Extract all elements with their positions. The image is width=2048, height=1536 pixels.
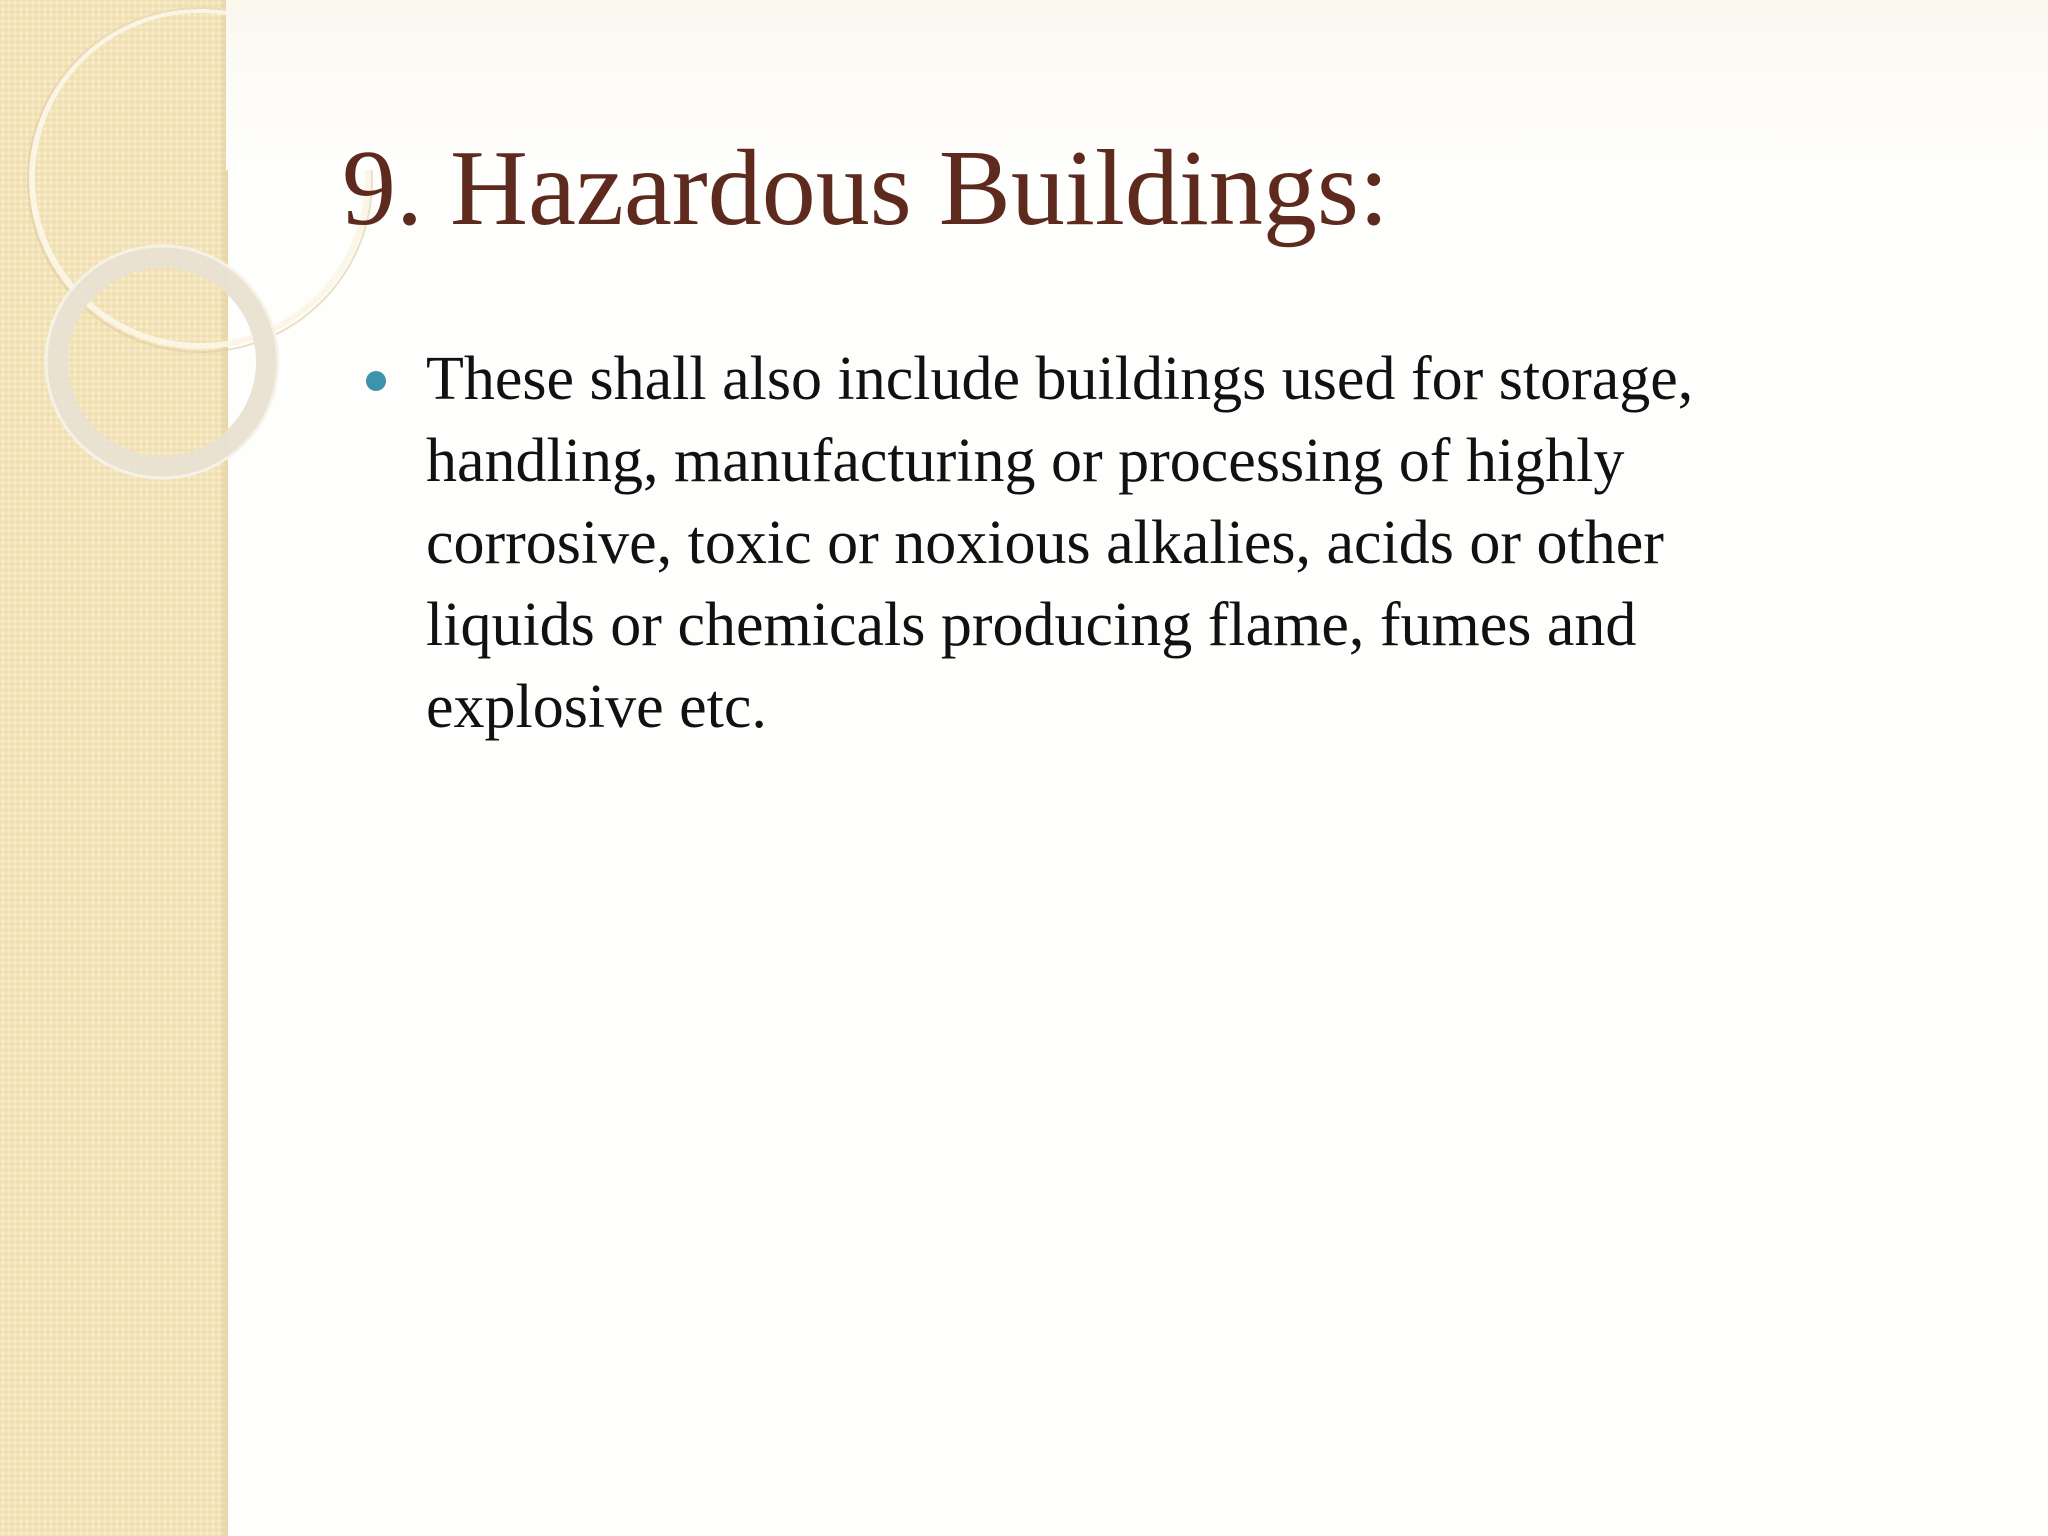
bullet-item <box>356 338 2036 748</box>
slide-title: 9. Hazardous Buildings: <box>342 129 1389 248</box>
slide-content <box>226 0 2048 1536</box>
bullet-text-line: These shall also include buildings used for storage, <box>426 345 1694 413</box>
bullet-text-line: corrosive, toxic or noxious alkalies, acids or other <box>426 509 1664 577</box>
bullet-dot-icon <box>366 371 386 391</box>
bullet-text-line: explosive etc. <box>426 673 767 741</box>
bullet-text-line: liquids or chemicals producing flame, fumes and <box>426 591 1637 659</box>
bullet-list <box>356 338 2036 748</box>
bullet-text-line: handling, manufacturing or processing of highly <box>426 427 1625 495</box>
